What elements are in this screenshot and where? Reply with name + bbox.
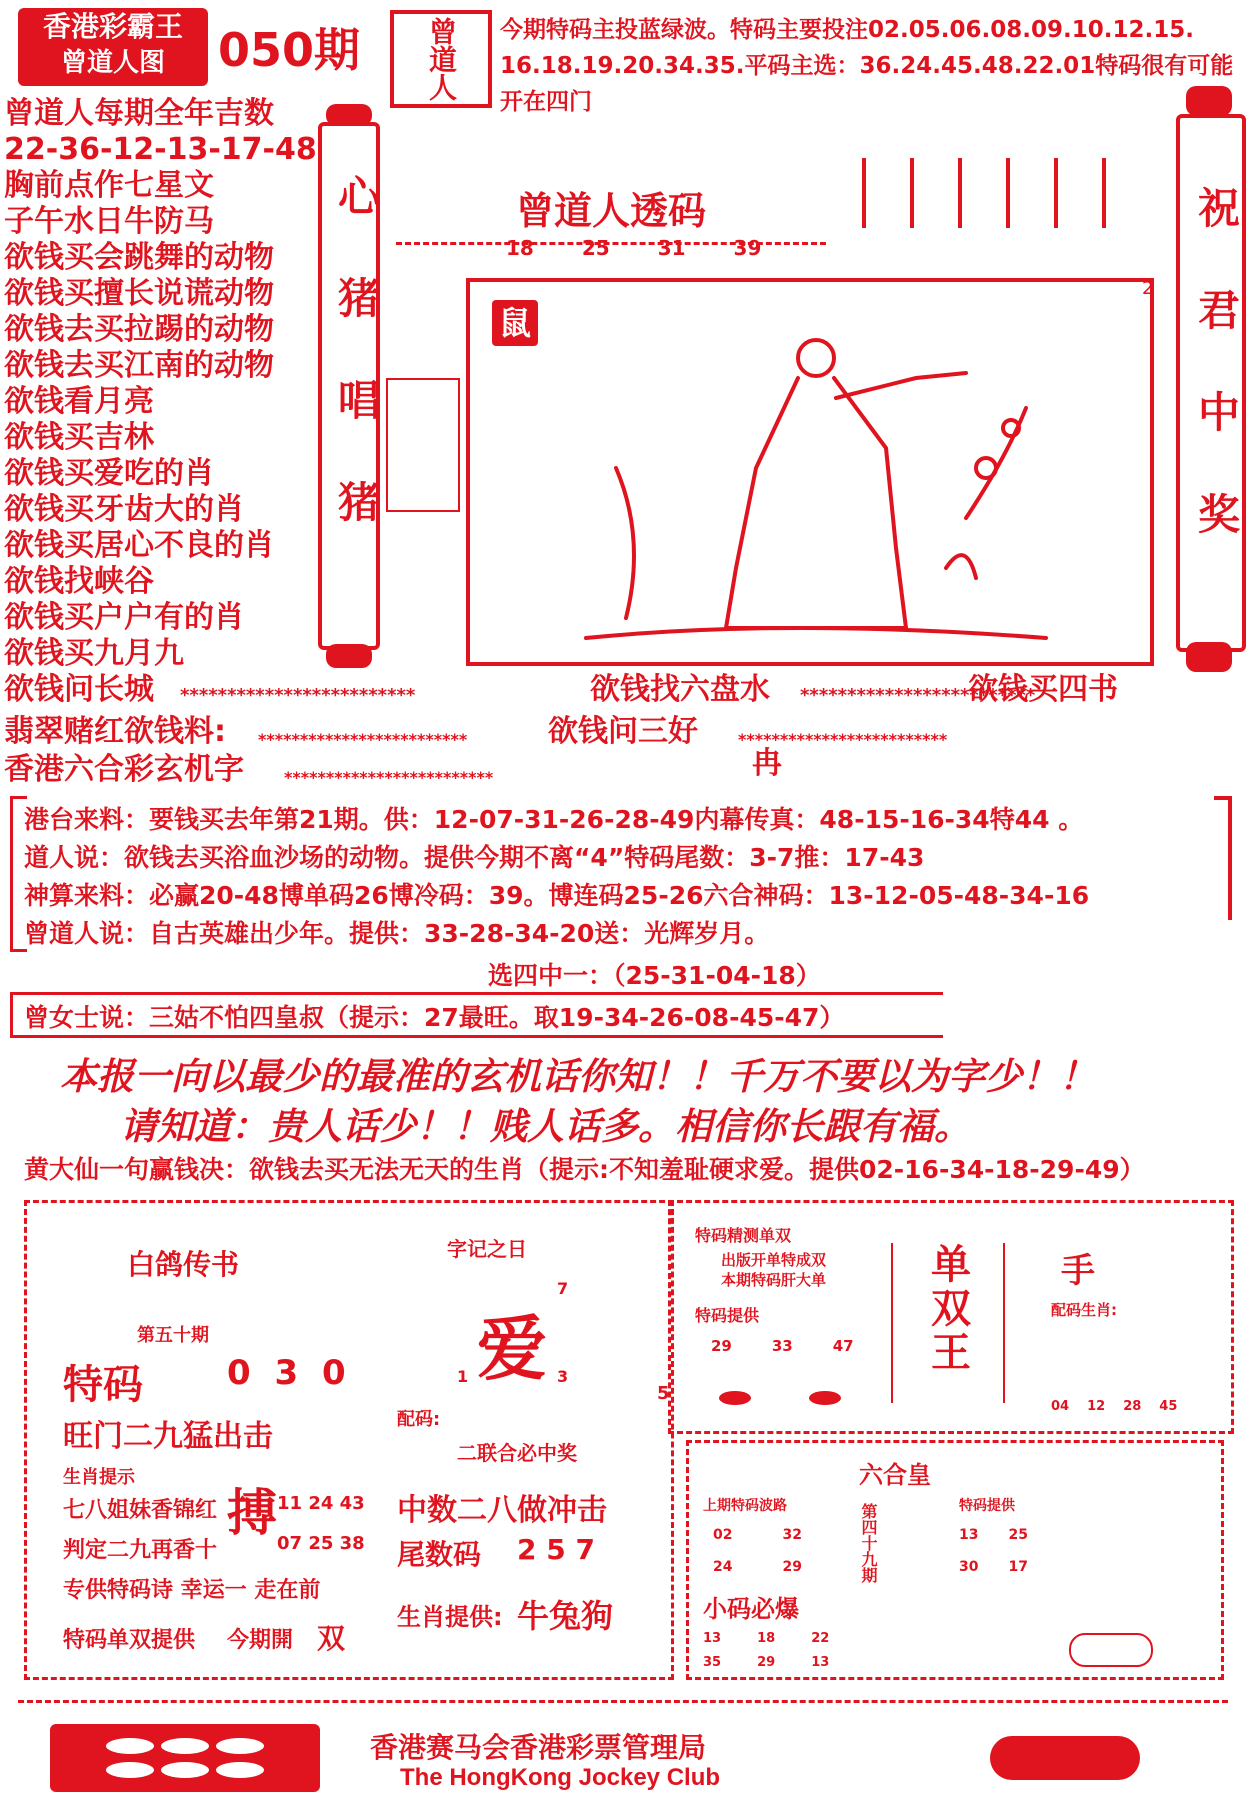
brb-must: 小码必爆 [703, 1595, 799, 1623]
brb-num: 30 [959, 1559, 979, 1575]
riddle-r3-end: 冉 [752, 746, 782, 781]
left-tips [4, 96, 317, 708]
left-tip: 欲钱买牙齿大的肖 [4, 492, 244, 527]
right-scroll [1176, 86, 1240, 676]
left-tip: 曾道人每期全年吉数 [4, 96, 274, 131]
left-tip: 欲钱去买拉踢的动物 [4, 312, 274, 347]
brt-num: 29 [711, 1337, 732, 1355]
issue-number: 050期 [218, 23, 361, 77]
bl-big-char: 搏 [227, 1484, 277, 1542]
bl-sd-label: 特码单双提供 [63, 1628, 196, 1653]
riddle-r1-b: 欲钱买四书 [968, 672, 1118, 707]
masthead-seal-text: 曾道人 [425, 17, 458, 101]
left-tip: 欲钱买九月九 [4, 636, 184, 671]
painting-numbers [506, 236, 761, 260]
left-tip: 欲钱买爱吃的肖 [4, 456, 214, 491]
brt-sub1: 出版开单特成双 [721, 1251, 827, 1269]
left-tip: 欲钱买擅长说谎动物 [4, 276, 274, 311]
brt-side-num: 5 [657, 1383, 670, 1404]
info-row: 曾道人说：自古英雄出少年。提供：33-28-34-20送：光辉岁月。 [24, 919, 770, 948]
bm-zodiac-value: 牛兔狗 [517, 1597, 614, 1635]
bl-hint-label: 生肖提示 [63, 1467, 135, 1488]
brb-center: 第四十九期 [859, 1503, 878, 1583]
painting-number: 39 [733, 236, 762, 260]
left-tip: 欲钱去买江南的动物 [4, 348, 274, 383]
bl-phrase1: 旺门二九猛出击 [63, 1419, 273, 1454]
poem-columns-icon [856, 158, 1136, 238]
brb-num: 13 [959, 1527, 979, 1543]
footer-logo-right [990, 1736, 1140, 1780]
bl-issue: 第五十期 [137, 1325, 209, 1346]
brb-nums-c [959, 1527, 1028, 1543]
brb-label-left: 上期特码波路 [703, 1498, 787, 1514]
top-notice [500, 12, 1240, 120]
brb-num: 02 [713, 1527, 733, 1543]
left-scroll-text: 心猪唱猪 [332, 174, 381, 582]
brb-row-nums2 [703, 1655, 829, 1670]
brb-row-nums [703, 1631, 829, 1646]
brt-num: 33 [771, 1337, 793, 1355]
left-tip: 欲钱问长城 [4, 672, 154, 707]
brb-num: 18 [757, 1631, 776, 1646]
brb-num: 35 [703, 1655, 722, 1670]
brb-header: 六合皇 [859, 1461, 931, 1489]
bm-zodiac-label: 生肖提供: [397, 1603, 503, 1631]
left-tip: 胸前点作七星文 [4, 168, 214, 203]
scroll-rod-bottom [1186, 642, 1232, 672]
painting-number: 25 [581, 236, 610, 260]
bm-num-b: 1 [457, 1367, 469, 1386]
brt-num: 45 [1159, 1399, 1178, 1414]
riddle-stars-text: ************************* [738, 730, 948, 749]
brb-num: 24 [713, 1559, 733, 1575]
bl-nums-r1: 11 24 43 [277, 1493, 365, 1514]
slogan-1: 本报一向以最少的最准的玄机话你知！！千万不要以为字少！！ [60, 1054, 1096, 1098]
brb-num: 25 [1008, 1527, 1028, 1543]
brb-num: 29 [782, 1559, 802, 1575]
riddle-r3-stars [284, 760, 493, 796]
bm-num-a: 7 [557, 1279, 569, 1298]
top-notice-line2: 16.18.19.20.34.35.平码主选：36.24.45.48.22.01特码很有可能 [500, 53, 1234, 79]
masthead-logo [18, 8, 208, 86]
brb-num: 13 [811, 1655, 830, 1670]
huang-daxian: 黄大仙一句赢钱决：欲钱去买无法无天的生肖（提示:不知羞耻硬求爱。提供02-16-34-18-29-49） [24, 1155, 1145, 1184]
footer-divider [18, 1700, 1228, 1703]
brt-num: 12 [1087, 1399, 1106, 1414]
painting-number: 31 [657, 236, 686, 260]
brt-nums [711, 1337, 854, 1355]
brb-num: 32 [782, 1527, 802, 1543]
info-box [10, 796, 1232, 1036]
bl-nums-r2: 07 25 38 [277, 1533, 365, 1554]
info-bracket-right [1214, 796, 1232, 920]
brt-pair-label: 配码生肖: [1051, 1301, 1117, 1319]
bl-hint1: 七八姐妹香锦红 [63, 1498, 218, 1523]
bm-num-c: 3 [557, 1367, 569, 1386]
brt-num: 47 [832, 1337, 854, 1355]
painting-number: 18 [506, 236, 534, 260]
bl-hint3: 专供特码诗 幸运一 走在前 [63, 1578, 321, 1603]
brb-num: 29 [757, 1655, 776, 1670]
bl-hint2: 判定二九再香十 [63, 1538, 218, 1563]
brt-seal: 手 [1061, 1251, 1095, 1291]
bm-big-char: 爱 [477, 1307, 547, 1390]
brb-label-right: 特码提供 [959, 1498, 1015, 1514]
slogan-2: 请知道：贵人话少！！贱人话多。相信你长跟有福。 [120, 1104, 971, 1148]
ms-zeng: 曾女士说：三姑不怕四皇叔（提示：27最旺。取19-34-26-08-45-47） [24, 1003, 845, 1032]
bm-slogan: 中数二八做冲击 [397, 1493, 607, 1528]
masthead-seal [390, 10, 492, 108]
horse-icon [715, 1383, 855, 1413]
left-scroll [318, 104, 380, 674]
bl-sd-value: 双 [317, 1622, 346, 1655]
info-row: 神算来料：必赢20-48博单码26博冷码：39。博连码25-26六合神码：13-12-05-48-34-16 [24, 881, 1090, 910]
painting-title: 曾道人透码 [516, 188, 707, 233]
bm-union: 二联合必中奖 [457, 1441, 577, 1465]
bl-special-label: 特码 [63, 1362, 143, 1408]
brt-header: 特码精测单双 [695, 1226, 792, 1245]
brb-nums-b [713, 1559, 802, 1575]
brb-nums-a [713, 1527, 802, 1543]
riddle-stars-text: ************************* [180, 685, 416, 706]
poem-columns [856, 158, 1136, 238]
left-tip: 欲钱看月亮 [4, 384, 154, 419]
left-tip: 22-36-12-13-17-48 [4, 132, 317, 167]
brb-num: 22 [811, 1631, 830, 1646]
scroll-rod-bottom [326, 644, 372, 668]
brt-num: 28 [1123, 1399, 1142, 1414]
footer-logo-left [50, 1724, 320, 1792]
left-tip: 欲钱买户户有的肖 [4, 600, 244, 635]
left-tip: 欲钱找峡谷 [4, 564, 154, 599]
riddle-r3-left: 香港六合彩玄机字 [4, 752, 244, 787]
riddle-stars-text: ************************* [800, 685, 1036, 706]
bottom-right-top [657, 1200, 1234, 1434]
brb-nums-d [959, 1559, 1028, 1575]
four-in-one: 选四中一：（25-31-04-18） [488, 961, 821, 990]
bottom-right-bottom [686, 1440, 1224, 1680]
scroll-rod-top [1186, 86, 1232, 116]
footer-subtitle: The HongKong Jockey Club [400, 1764, 721, 1791]
riddle-stars [180, 678, 415, 714]
bl-sd-sub: 今期開 [227, 1628, 294, 1653]
brb-seal-icon [1069, 1633, 1153, 1667]
masthead-logo-line2: 曾道人图 [60, 48, 165, 78]
info-row: 港台来料：要钱买去年第21期。供：12-07-31-26-28-49内幕传真：48-15-16-34特44 。 [24, 805, 1084, 834]
left-tip: 欲钱买会跳舞的动物 [4, 240, 274, 275]
riddle-stars-text: ************************* [284, 768, 494, 787]
right-scroll-text: 祝君中奖 [1192, 186, 1241, 594]
riddle-r1-a: 欲钱找六盘水 [590, 672, 770, 707]
left-tip: 欲钱买居心不良的肖 [4, 528, 274, 563]
footer-title: 香港赛马会香港彩票管理局 [370, 1731, 707, 1764]
zodiac-label: 鼠 [492, 300, 538, 346]
brt-nums-right [1051, 1399, 1177, 1414]
bm-tail-label: 尾数码 [397, 1538, 482, 1571]
bm-pair-label: 配码: [397, 1409, 441, 1430]
bm-tail-value: 2 5 7 [517, 1533, 595, 1566]
bm-header: 字记之日 [447, 1237, 527, 1261]
riddle-r2-left: 翡翠赌红欲钱料: [4, 714, 226, 749]
ribbon-icon [50, 1724, 320, 1792]
riddle-r2-stars [258, 722, 467, 758]
brt-title: 单双王 [924, 1243, 971, 1375]
brb-num: 17 [1008, 1559, 1028, 1575]
brt-sub2: 本期特码肝大单 [721, 1271, 827, 1289]
brt-label: 特码提供 [695, 1306, 760, 1325]
left-tip: 欲钱买吉林 [4, 420, 154, 455]
left-tip: 子午水日牛防马 [4, 204, 214, 239]
painting-notice [386, 378, 460, 512]
bl-header: 白鸽传书 [127, 1248, 240, 1281]
riddle-stars-text: ************************* [258, 730, 468, 749]
brt-num: 04 [1051, 1399, 1070, 1414]
brt-title-box [891, 1243, 1005, 1403]
top-notice-line3: 开在四门 [500, 89, 592, 115]
painting [386, 118, 1156, 678]
riddle-r2-mid: 欲钱问三好 [548, 714, 698, 749]
brb-num: 13 [703, 1631, 722, 1646]
bl-special-digits: 0 3 0 [227, 1353, 352, 1393]
bottom-left-panel [24, 1200, 674, 1680]
top-notice-line1: 今期特码主投蓝绿波。特码主要投注02.05.06.08.09.10.12.15. [500, 17, 1194, 43]
sage-figure-icon [586, 318, 1046, 658]
painting-small-num: 2 [1142, 278, 1154, 299]
info-row: 道人说：欲钱去买浴血沙场的动物。提供今期不离“4”特码尾数：3-7推：17-43 [24, 843, 925, 872]
masthead-logo-line1: 香港彩霸王 [42, 10, 183, 43]
